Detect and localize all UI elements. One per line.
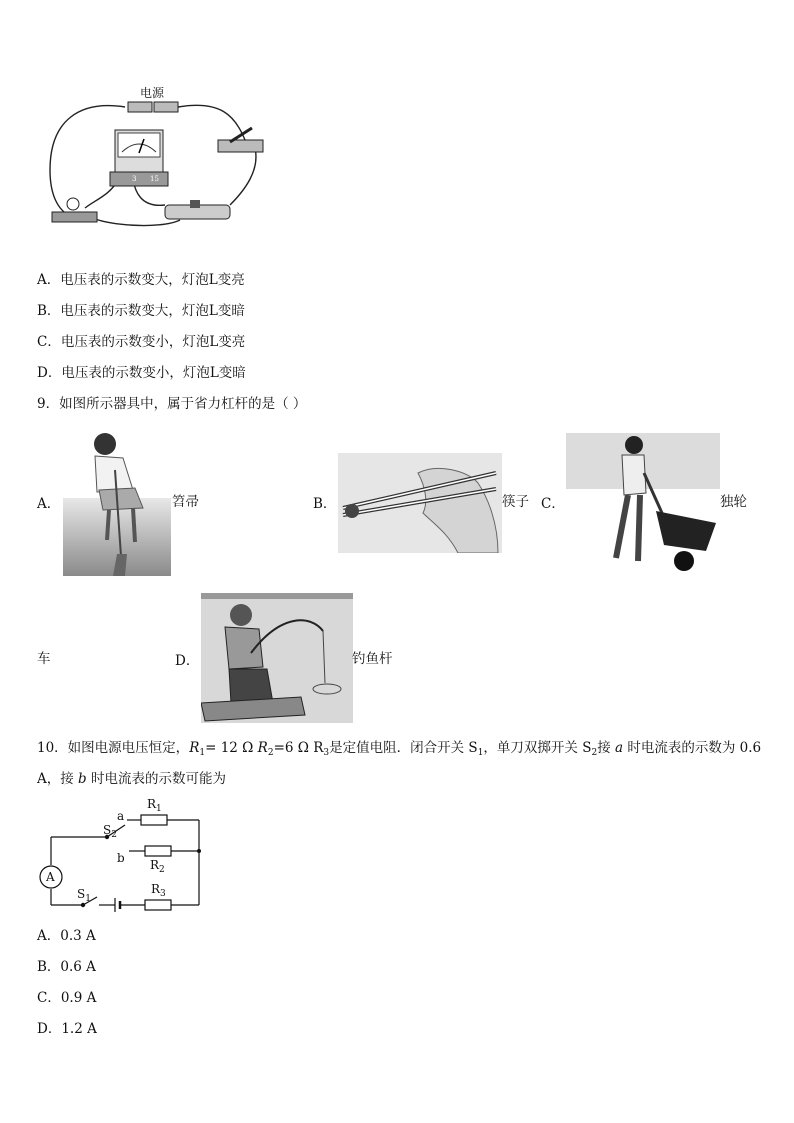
s1-label: $S_1$: [77, 887, 91, 904]
option-letter: D．: [37, 1021, 62, 1037]
q9-option-d-letter: D．: [175, 653, 200, 669]
q10-stem-line2: [37, 770, 226, 788]
option-letter: A．: [37, 928, 61, 944]
option-text: 电压表的示数变小，灯泡L变亮: [60, 334, 246, 350]
ammeter-label: A: [46, 870, 55, 884]
meter-tick-15: 15: [150, 175, 159, 183]
q10-stem-part: ，单刀双掷开关 S: [483, 740, 592, 756]
r2-subscript: 2: [267, 748, 274, 758]
q9-option-c-label-cont: 车: [37, 651, 51, 667]
s1-subscript: 1: [477, 748, 484, 758]
q10-stem-part: 10．如图电源电压恒定，: [37, 740, 190, 756]
q9-option-a-letter: A．: [37, 496, 61, 512]
r2-value: =6 Ω R: [273, 740, 324, 756]
wheelbarrow-image: [566, 433, 720, 573]
option-letter: C．: [37, 990, 61, 1006]
option-letter: B．: [37, 303, 61, 319]
q9-stem: 9．如图所示器具中，属于省力杠杆的是（ ）: [37, 396, 307, 412]
q9-option-b-letter: B．: [313, 496, 337, 512]
q8-circuit-figure: [40, 80, 280, 240]
s2-label: $S_2$: [103, 823, 117, 840]
r3-subscript: 3: [323, 748, 330, 758]
option-letter: D．: [37, 365, 62, 381]
r1-value: = 12 Ω: [205, 740, 258, 756]
meter-tick-3: 3: [132, 175, 137, 183]
option-text: 1.2 A: [61, 1021, 97, 1037]
s2-subscript: 2: [591, 748, 598, 758]
option-text: 0.3 A: [60, 928, 96, 944]
power-source-label: 电源: [140, 86, 165, 100]
option-text: 电压表的示数变大，灯泡L变暗: [60, 303, 245, 319]
q10-stem-part: A，接: [37, 771, 79, 787]
terminal-b-ref: b: [78, 771, 87, 787]
option-text: 电压表的示数变小，灯泡L变暗: [61, 365, 246, 381]
q10-option-d: [37, 1020, 97, 1038]
r2-symbol: R: [257, 740, 268, 756]
option-letter: B．: [37, 959, 61, 975]
q10-option-a: [37, 927, 96, 945]
r1-label: $R_1$: [147, 797, 162, 814]
q10-option-c: [37, 989, 96, 1007]
q8-option-b: [37, 302, 245, 320]
option-letter: C．: [37, 334, 61, 350]
q9-option-c-label: 独轮: [720, 494, 747, 510]
r1-symbol: R: [189, 740, 200, 756]
option-text: 0.6 A: [60, 959, 96, 975]
r3-label: $R_3$: [151, 882, 166, 899]
q10-stem-part: 时电流表的示数为 0.6: [623, 740, 762, 756]
fishing-rod-image: [201, 593, 353, 723]
option-text: 电压表的示数变大，灯泡L变亮: [60, 272, 245, 288]
girl-sweeping-image: [63, 430, 171, 576]
q8-option-d: [37, 364, 246, 382]
q10-circuit-diagram: [37, 797, 207, 912]
q9-option-b-label: 筷子: [502, 494, 529, 510]
q8-option-c: [37, 333, 245, 351]
r1-subscript: 1: [199, 748, 206, 758]
option-letter: A．: [37, 272, 61, 288]
chopsticks-image: [338, 453, 502, 553]
terminal-b-label: b: [117, 851, 125, 865]
q9-option-a-label: 笤帚: [172, 494, 199, 510]
option-text: 0.9 A: [60, 990, 97, 1006]
q10-stem-part: 时电流表的示数可能为: [86, 771, 226, 787]
q10-stem-part: 是定值电阻．闭合开关 S: [329, 740, 478, 756]
q10-option-b: [37, 958, 96, 976]
q9-option-c-letter: C．: [541, 496, 565, 512]
q9-option-d-label: 钓鱼杆: [352, 651, 393, 667]
r2-label: $R_2$: [150, 858, 165, 875]
q10-stem-part: 接: [597, 740, 615, 756]
terminal-a-ref: a: [615, 740, 624, 756]
q8-option-a: [37, 271, 245, 289]
terminal-a-label: a: [117, 809, 125, 823]
q10-stem-line1: [37, 739, 761, 762]
